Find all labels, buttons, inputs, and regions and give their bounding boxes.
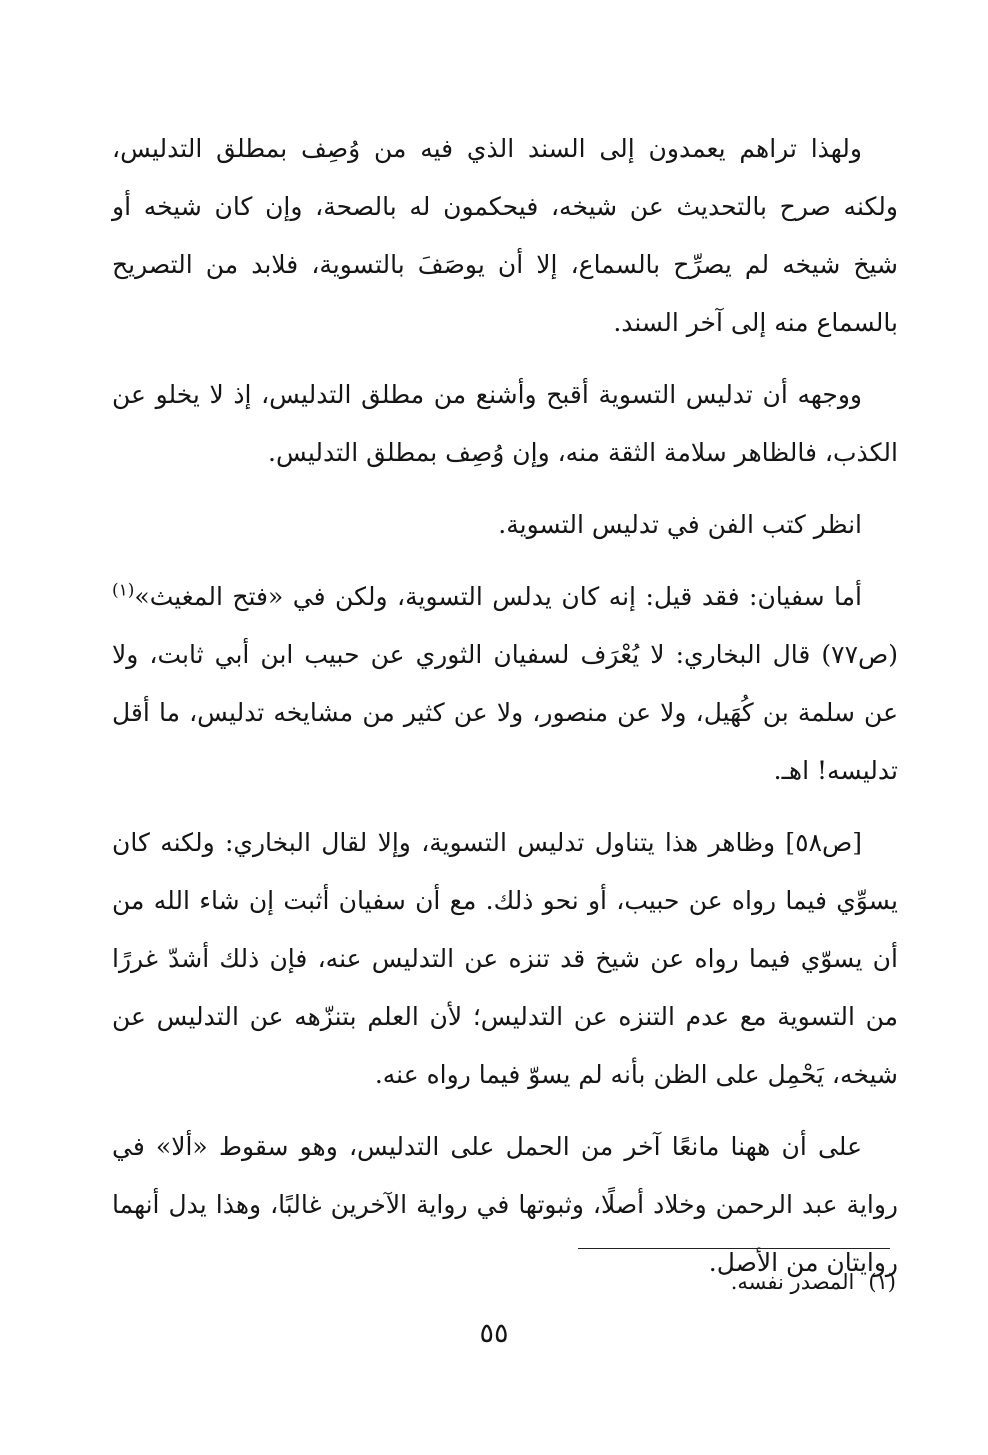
paragraph-4-end: (ص٧٧) قال البخاري: لا يُعْرَف لسفيان الثوري عن حبيب ابن أبي ثابت، ولا عن سلمة بن كُهَيل، ولا عن منصور، ولا عن كثير من مشايخه تدليس، ما أقل تدليسه! اهـ. bbox=[112, 640, 898, 785]
footnote-number: (١) bbox=[868, 1270, 896, 1294]
paragraph-4-start: أما سفيان: فقد قيل: إنه كان يدلس التسوية، ولكن في «فتح المغيث» bbox=[134, 582, 862, 611]
main-text bbox=[112, 120, 898, 1306]
paragraph-5: [ص٥٨] وظاهر هذا يتناول تدليس التسوية، وإلا لقال البخاري: ولكنه كان يسوِّي فيما رواه عن حبيب، أو نحو ذلك. مع أن سفيان أثبت إن شاء الله من أن يسوّي فيما رواه عن شيخ قد تنزه عن التدليس عنه، فإن ذلك أشدّ غررًا من التسوية مع عدم التنزه عن التدليس؛ لأن العلم بتنزّهه عن التدليس عن شيخه، يَحْمِل على الظن بأنه لم يسوّ فيما رواه عنه. bbox=[112, 828, 898, 1089]
paragraph-4 bbox=[112, 568, 898, 800]
paragraph-3: انظر كتب الفن في تدليس التسوية. bbox=[498, 510, 862, 539]
page-number: ٥٥ bbox=[479, 1318, 509, 1349]
paragraph-2: ووجهه أن تدليس التسوية أقبح وأشنع من مطلق التدليس، إذ لا يخلو عن الكذب، فالظاهر سلامة الثقة منه، وإن وُصِف بمطلق التدليس. bbox=[112, 380, 898, 467]
footnote-reference: (١) bbox=[112, 580, 135, 601]
footnote bbox=[500, 1265, 896, 1299]
footnote-divider bbox=[578, 1248, 890, 1249]
paragraph-1: ولهذا تراهم يعمدون إلى السند الذي فيه من وُصِف بمطلق التدليس، ولكنه صرح بالتحديث عن شيخه، فيحكمون له بالصحة، وإن كان شيخه أو شيخ شيخه لم يصرِّح بالسماع، إلا أن يوصَفَ بالتسوية، فلابد من التصريح بالسماع منه إلى آخر السند. bbox=[112, 134, 898, 337]
footnote-text: المصدر نفسه. bbox=[730, 1270, 855, 1294]
paragraph-6: على أن ههنا مانعًا آخر من الحمل على التدليس، وهو سقوط «ألا» في رواية عبد الرحمن وخلاد أصلًا، وثبوتها في رواية الآخرين غالبًا، وهذا يدل أنهما روايتان من الأصل. bbox=[112, 1132, 898, 1277]
